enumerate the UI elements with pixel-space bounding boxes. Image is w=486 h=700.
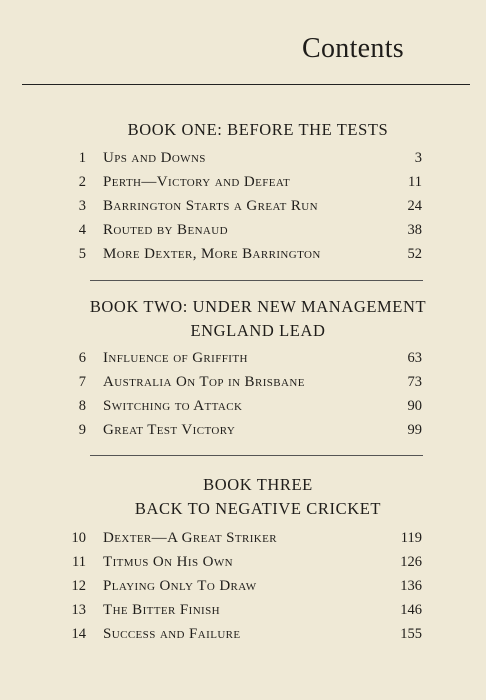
chapter-title: Routed by Benaud: [103, 222, 228, 238]
chapter-entry[interactable]: [0, 218, 486, 242]
book-one-chapters: [0, 146, 486, 266]
chapter-title: Titmus On His Own: [103, 554, 233, 570]
book-three-chapters: [0, 526, 486, 646]
book-heading: BOOK TWO: UNDER NEW MANAGEMENT: [89, 297, 427, 316]
chapter-number: 7: [78, 374, 86, 390]
chapter-title: Dexter—A Great Striker: [103, 530, 277, 546]
chapter-page: 90: [407, 398, 422, 414]
book-two-section: [0, 295, 486, 343]
section-divider: [90, 280, 423, 281]
chapter-page: 73: [407, 374, 422, 390]
chapter-title: Great Test Victory: [103, 422, 236, 438]
book-three-section: [0, 473, 486, 521]
chapter-title: Success and Failure: [103, 626, 241, 642]
book-heading: BOOK THREE: [203, 475, 313, 494]
chapter-number: 6: [78, 350, 86, 366]
page-title: Contents: [302, 32, 404, 64]
chapter-entry[interactable]: [0, 550, 486, 574]
chapter-number: 1: [78, 150, 86, 166]
chapter-number: 4: [78, 222, 86, 238]
chapter-number: 10: [71, 530, 86, 546]
chapter-entry[interactable]: [0, 598, 486, 622]
chapter-title: Playing Only To Draw: [103, 578, 257, 594]
book-two-chapters: [0, 346, 486, 442]
chapter-title: The Bitter Finish: [103, 602, 220, 618]
chapter-number: 9: [78, 422, 86, 438]
chapter-number: 14: [71, 626, 86, 642]
chapter-entry[interactable]: [0, 146, 486, 170]
chapter-page: 24: [407, 198, 422, 214]
chapter-title: Ups and Downs: [103, 150, 206, 166]
chapter-title: Perth—Victory and Defeat: [103, 174, 291, 190]
chapter-number: 12: [71, 578, 86, 594]
book-heading: BOOK ONE: BEFORE THE TESTS: [127, 120, 389, 139]
chapter-entry[interactable]: [0, 418, 486, 442]
chapter-entry[interactable]: [0, 194, 486, 218]
section-divider: [90, 455, 423, 456]
chapter-page: 126: [400, 554, 422, 570]
chapter-number: 2: [78, 174, 86, 190]
chapter-entry[interactable]: [0, 170, 486, 194]
chapter-number: 3: [78, 198, 86, 214]
title-rule: [22, 84, 470, 85]
chapter-title: More Dexter, More Barrington: [103, 246, 321, 262]
chapter-title: Influence of Griffith: [103, 350, 248, 366]
chapter-page: 136: [400, 578, 422, 594]
chapter-number: 8: [78, 398, 86, 414]
chapter-entry[interactable]: [0, 622, 486, 646]
chapter-entry[interactable]: [0, 394, 486, 418]
chapter-number: 13: [71, 602, 86, 618]
book-heading-subline: BACK TO NEGATIVE CRICKET: [134, 499, 382, 518]
chapter-title: Australia On Top in Brisbane: [103, 374, 305, 390]
chapter-entry[interactable]: [0, 574, 486, 598]
chapter-page: 146: [400, 602, 422, 618]
chapter-page: 155: [400, 626, 422, 642]
chapter-page: 63: [407, 350, 422, 366]
chapter-entry[interactable]: [0, 526, 486, 550]
chapter-title: Switching to Attack: [103, 398, 243, 414]
chapter-number: 5: [78, 246, 86, 262]
chapter-page: 119: [400, 530, 422, 546]
chapter-page: 52: [407, 246, 422, 262]
chapter-title: Barrington Starts a Great Run: [103, 198, 318, 214]
book-one-section: [0, 118, 486, 142]
chapter-page: 38: [407, 222, 422, 238]
chapter-entry[interactable]: [0, 370, 486, 394]
book-heading-subline: ENGLAND LEAD: [190, 321, 326, 340]
chapter-entry[interactable]: [0, 346, 486, 370]
chapter-page: 3: [414, 150, 422, 166]
chapter-page: 11: [408, 174, 422, 190]
chapter-entry[interactable]: [0, 242, 486, 266]
chapter-number: 11: [72, 554, 86, 570]
chapter-page: 99: [407, 422, 422, 438]
